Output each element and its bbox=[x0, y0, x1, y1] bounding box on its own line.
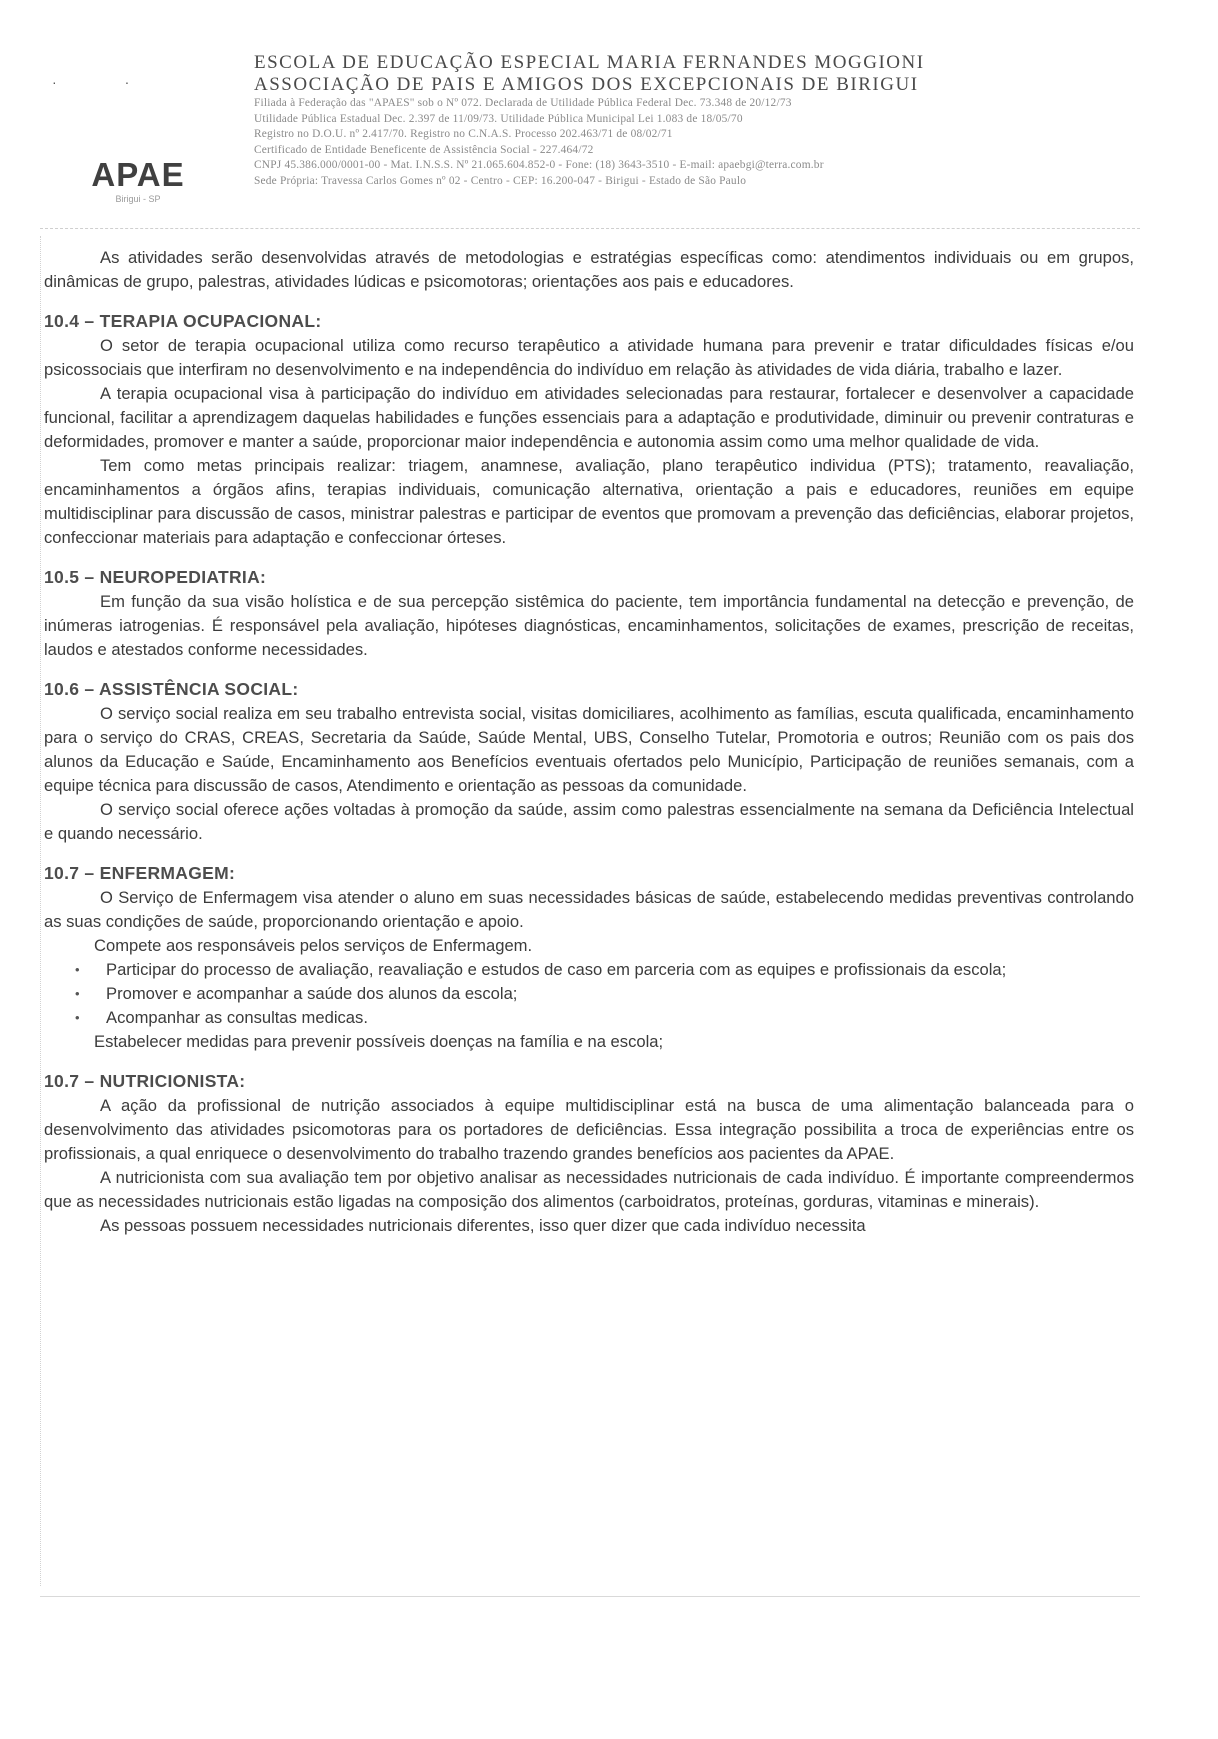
letterhead-line: Filiada à Federação das "APAES" sob o Nº 072. Declarada de Utilidade Pública Federal Dec. 73.348 de 20/12/73 bbox=[254, 97, 792, 109]
letterhead-line: Registro no D.O.U. nº 2.417/70. Registro no C.N.A.S. Processo 202.463/71 de 08/02/71 bbox=[254, 128, 673, 141]
section-neuropediatria bbox=[44, 565, 1134, 662]
letterhead-line: CNPJ 45.386.000/0001-00 - Mat. I.N.S.S. Nº 21.065.604.852-0 - Fone: (18) 3643-3510 - E-mail: apaebgi@terra.com.br bbox=[254, 159, 824, 172]
section-title: 10.6 – ASSISTÊNCIA SOCIAL: bbox=[44, 679, 299, 699]
section-title: 10.7 – NUTRICIONISTA: bbox=[44, 1071, 246, 1091]
section-assistencia-social bbox=[44, 677, 1134, 846]
paragraph: Em função da sua visão holística e de sua percepção sistêmica do paciente, tem importância fundamental na detecção e prevenção, de inúmeras iatrogenias. É responsável pela avaliação, hipóteses diagnósticas, encaminhamentos, solicitações de exames, prescrição de receitas, laudos e atestados conforme necessidades. bbox=[44, 592, 1134, 659]
intro-paragraph: As atividades serão desenvolvidas através de metodologias e estratégias específicas como: atendimentos individuais ou em grupos, dinâmicas de grupo, palestras, atividades lúdicas e psicomotoras; orientações aos pais e educadores. bbox=[44, 248, 1134, 291]
paragraph: A ação da profissional de nutrição associados à equipe multidisciplinar está na busca de uma alimentação balanceada para o desenvolvimento das atividades psicomotoras para os portadores de deficiências. Essa integração possibilita a troca de experiências entre os profissionais, a qual enriquece o desenvolvimento do trabalho trazendo grandes benefícios aos pacientes da APAE. bbox=[44, 1096, 1134, 1163]
header-divider bbox=[40, 228, 1140, 229]
letterhead-line: Utilidade Pública Estadual Dec. 2.397 de 11/09/73. Utilidade Pública Municipal Lei 1.083 de 18/05/70 bbox=[254, 112, 743, 125]
section-terapia-ocupacional bbox=[44, 309, 1134, 550]
list-item: • Participar do processo de avaliação, reavaliação e estudos de caso em parceria com as equipes e profissionais da escola; bbox=[106, 958, 1134, 982]
logo-text: APAE bbox=[91, 156, 185, 193]
bullet-list bbox=[44, 958, 1134, 1030]
paragraph: As pessoas possuem necessidades nutricionais diferentes, isso quer dizer que cada indivíduo necessita bbox=[100, 1216, 866, 1235]
list-item: • Acompanhar as consultas medicas. bbox=[106, 1006, 1134, 1030]
section-title: 10.7 – ENFERMAGEM: bbox=[44, 863, 236, 883]
list-item: • Promover e acompanhar a saúde dos alunos da escola; bbox=[106, 982, 1134, 1006]
association-name: ASSOCIAÇÃO DE PAIS E AMIGOS DOS EXCEPCIONAIS DE BIRIGUI bbox=[254, 74, 919, 95]
section-title: 10.4 – TERAPIA OCUPACIONAL: bbox=[44, 311, 322, 331]
paragraph: Estabelecer medidas para prevenir possíveis doenças na família e na escola; bbox=[94, 1032, 664, 1051]
paragraph: O setor de terapia ocupacional utiliza como recurso terapêutico a atividade humana para prevenir e tratar dificuldades físicas e/ou psicossociais que interfiram no desenvolvimento e na independência do indivíduo em relação às atividades de vida diária, trabalho e lazer. bbox=[44, 336, 1134, 379]
paragraph: O serviço social oferece ações voltadas à promoção da saúde, assim como palestras essencialmente na semana da Deficiência Intelectual e quando necessário. bbox=[44, 800, 1134, 843]
logo-subtitle: Birigui - SP bbox=[115, 194, 161, 204]
school-name: ESCOLA DE EDUCAÇÃO ESPECIAL MARIA FERNANDES MOGGIONI bbox=[254, 52, 925, 73]
paragraph: O Serviço de Enfermagem visa atender o aluno em suas necessidades básicas de saúde, estabelecendo medidas preventivas controlando as suas condições de saúde, proporcionando orientação e apoio. bbox=[44, 888, 1134, 931]
paragraph: O serviço social realiza em seu trabalho entrevista social, visitas domiciliares, acolhimento as famílias, escuta qualificada, encaminhamento para o serviço do CRAS, CREAS, Secretaria da Saúde, Saúde Mental, UBS, Conselho Tutelar, Promotoria e outros; Reunião com os pais dos alunos da Educação e Saúde, Encaminhamento aos Benefícios eventuais ofertados pelo Município, Participação de reuniões semanais, com a equipe técnica para discussão de casos, Atendimento e orientação as pessoas da comunidade. bbox=[44, 704, 1134, 795]
scan-marks: ·· bbox=[52, 74, 198, 90]
apae-logo bbox=[78, 158, 198, 204]
paragraph: A terapia ocupacional visa à participação do indivíduo em atividades selecionadas para restaurar, fortalecer e desenvolver a capacidade funcional, facilitar a aprendizagem daquelas habilidades e funções essenciais para a adaptação e produtividade, diminuir ou prevenir contraturas e deformidades, promover e manter a saúde, proporcionar maior independência e autonomia assim como uma melhor qualidade de vida. bbox=[44, 384, 1134, 451]
letterhead-line: Certificado de Entidade Beneficente de Assistência Social - 227.464/72 bbox=[254, 143, 594, 156]
section-title: 10.5 – NEUROPEDIATRIA: bbox=[44, 567, 267, 587]
left-margin-line bbox=[40, 236, 41, 1586]
letterhead-line: Sede Própria: Travessa Carlos Gomes nº 02 - Centro - CEP: 16.200-047 - Birigui - Estado de São Paulo bbox=[254, 174, 747, 187]
section-nutricionista bbox=[44, 1069, 1134, 1238]
paragraph: Compete aos responsáveis pelos serviços de Enfermagem. bbox=[94, 936, 533, 955]
paragraph: A nutricionista com sua avaliação tem por objetivo analisar as necessidades nutricionais de cada indivíduo. É importante compreendermos que as necessidades nutricionais estão ligadas na composição dos alimentos (carboidratos, proteínas, gorduras, vitaminas e minerais). bbox=[44, 1168, 1134, 1211]
letterhead bbox=[254, 52, 994, 190]
paragraph: Tem como metas principais realizar: triagem, anamnese, avaliação, plano terapêutico individua (PTS); tratamento, reavaliação, encaminhamentos a órgãos afins, terapias individuais, comunicação alternativa, orientação a pais e educadores, reuniões em equipe multidisciplinar para discussão de casos, ministrar palestras e participar de eventos que promovam a prevenção das deficiências, elaborar projetos, confeccionar materiais para adaptação e confeccionar órteses. bbox=[44, 456, 1134, 547]
page-bottom-divider bbox=[40, 1596, 1140, 1597]
document-body bbox=[44, 246, 1134, 1238]
section-enfermagem bbox=[44, 861, 1134, 1054]
